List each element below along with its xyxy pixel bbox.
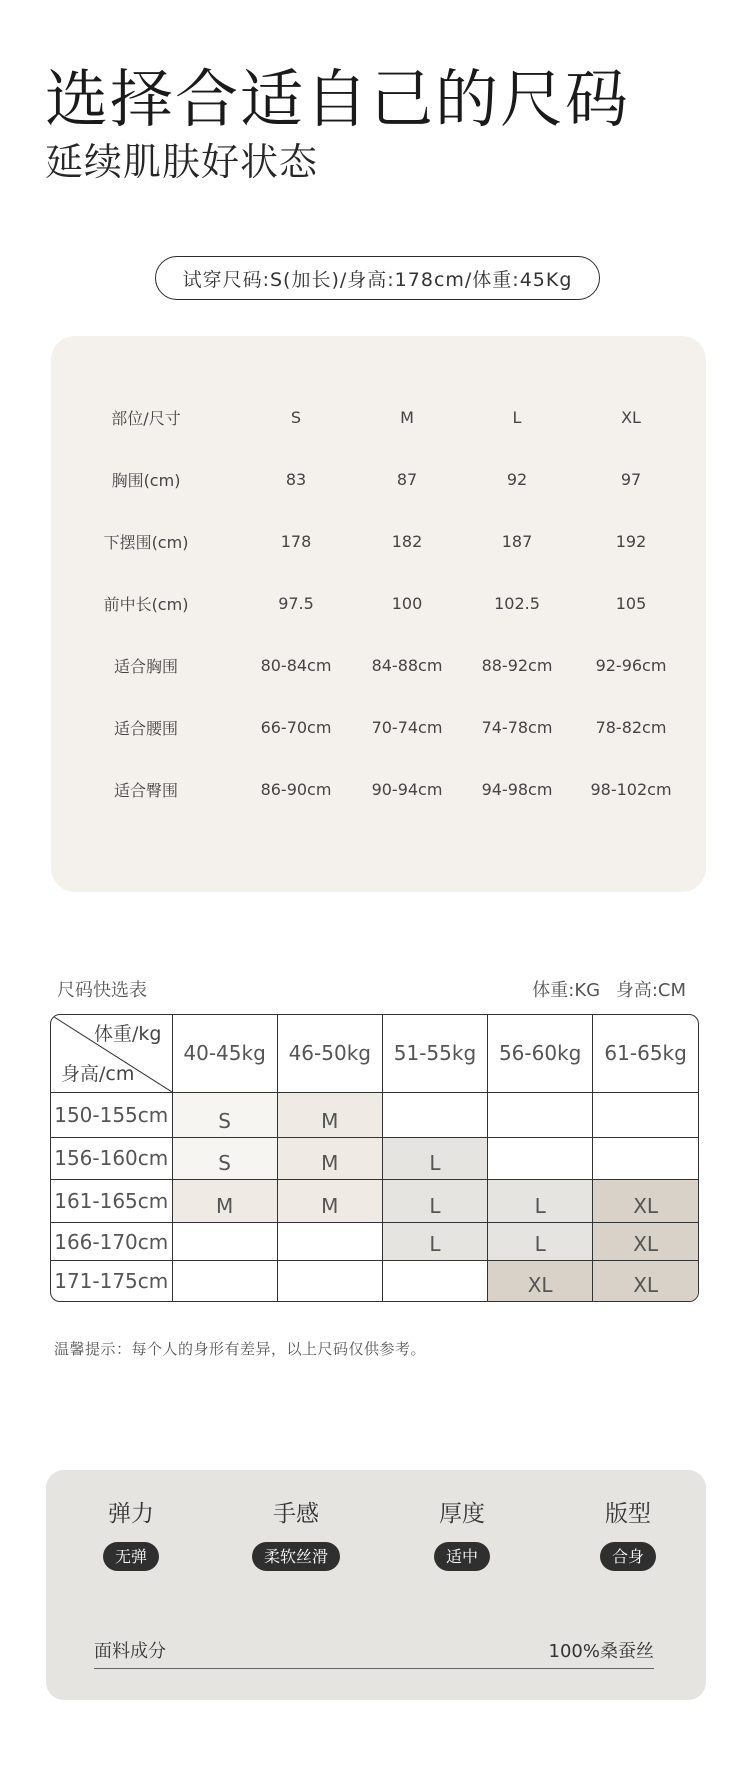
spec-cell: 192 [615, 531, 647, 551]
weight-header-cell: 61-65kg [593, 1015, 698, 1092]
spec-cell: 88-92cm [481, 655, 553, 675]
weight-header-cell: 46-50kg [277, 1015, 382, 1092]
size-cell: M [172, 1180, 277, 1223]
spec-cell: 66-70cm [260, 717, 332, 737]
fabric-attr-value-pill: 合身 [600, 1542, 656, 1571]
composition-value: 100%桑蚕丝 [548, 1641, 654, 1662]
size-cell [277, 1223, 382, 1261]
size-cell: L [488, 1223, 593, 1261]
spec-cell: 94-98cm [481, 779, 553, 799]
spec-cell: 102.5 [494, 593, 540, 613]
spec-cell: 80-84cm [260, 655, 332, 675]
page-title: 选择合适自己的尺码 [45, 63, 630, 136]
weight-header-cell: 51-55kg [382, 1015, 487, 1092]
spec-header-cell: XL [621, 407, 641, 427]
composition-label: 面料成分 [94, 1641, 166, 1662]
grid-row [51, 1223, 698, 1261]
grid-corner-cell [51, 1015, 172, 1092]
size-cell: XL [593, 1223, 698, 1261]
size-cell [277, 1261, 382, 1301]
height-cell: 156-160cm [51, 1137, 172, 1179]
height-cell: 171-175cm [51, 1261, 172, 1301]
fabric-info-card [46, 1470, 706, 1700]
quick-size-grid [50, 1014, 699, 1302]
corner-height-label: 身高/cm [61, 1062, 135, 1085]
fabric-attr-label: 手感 [273, 1501, 319, 1527]
weight-header-cell: 56-60kg [488, 1015, 593, 1092]
spec-cell: 适合胸围 [113, 656, 178, 676]
fabric-attr-value-pill: 柔软丝滑 [252, 1542, 340, 1571]
size-cell: L [382, 1223, 487, 1261]
size-cell [172, 1223, 277, 1261]
fabric-attr-feel [226, 1498, 366, 1571]
spec-row [51, 634, 706, 696]
size-cell: M [277, 1137, 382, 1179]
corner-weight-label: 体重/kg [94, 1023, 162, 1045]
fabric-attr-label: 厚度 [439, 1501, 485, 1527]
spec-cell: 适合臀围 [113, 780, 178, 800]
fabric-attr-label: 版型 [605, 1501, 651, 1527]
spec-cell: 78-82cm [595, 717, 667, 737]
size-tip-note: 温馨提示：每个人的身形有差异，以上尺码仅供参考。 [54, 1340, 427, 1358]
height-cell: 166-170cm [51, 1223, 172, 1261]
spec-cell: 92-96cm [595, 655, 667, 675]
height-cell: 161-165cm [51, 1180, 172, 1223]
spec-header-cell: L [512, 407, 522, 427]
spec-header-cell: S [290, 407, 302, 427]
spec-cell: 105 [615, 593, 647, 613]
spec-cell: 86-90cm [260, 779, 332, 799]
size-cell [593, 1092, 698, 1137]
height-cell: 150-155cm [51, 1092, 172, 1137]
grid-row [51, 1261, 698, 1301]
size-cell: L [382, 1137, 487, 1179]
spec-cell: 84-88cm [371, 655, 443, 675]
size-spec-table [51, 386, 706, 820]
spec-cell: 74-78cm [481, 717, 553, 737]
size-cell: M [277, 1180, 382, 1223]
size-cell: XL [488, 1261, 593, 1301]
fabric-attr-value-pill: 适中 [434, 1542, 490, 1571]
spec-row [51, 510, 706, 572]
grid-row [51, 1137, 698, 1179]
spec-cell: 70-74cm [371, 717, 443, 737]
size-cell [488, 1137, 593, 1179]
size-cell: L [488, 1180, 593, 1223]
spec-cell: 97.5 [278, 593, 314, 613]
spec-row [51, 572, 706, 634]
spec-cell: 98-102cm [590, 779, 672, 799]
size-cell [382, 1261, 487, 1301]
size-cell: L [382, 1180, 487, 1223]
spec-cell: 187 [501, 531, 533, 551]
quick-table-units: 体重:KG 身高:CM [532, 980, 686, 1001]
quick-table-title: 尺码快选表 [57, 980, 147, 1001]
size-cell: XL [593, 1261, 698, 1301]
size-cell [593, 1137, 698, 1179]
spec-cell: 87 [396, 469, 418, 489]
fabric-composition-row [94, 1632, 654, 1669]
spec-row [51, 696, 706, 758]
spec-cell: 100 [391, 593, 423, 613]
size-spec-card [51, 336, 706, 892]
fabric-attr-fit [558, 1498, 698, 1571]
size-cell: M [277, 1092, 382, 1137]
spec-cell: 下摆围(cm) [103, 532, 189, 552]
weight-header-cell: 40-45kg [172, 1015, 277, 1092]
grid-header-row [51, 1015, 698, 1092]
spec-cell: 适合腰围 [113, 718, 178, 738]
spec-header-cell: 部位/尺寸 [111, 408, 181, 428]
tryon-info-badge: 试穿尺码:S(加长)/身高:178cm/体重:45Kg [155, 256, 600, 300]
fabric-attr-elasticity [61, 1498, 201, 1571]
spec-cell: 前中长(cm) [103, 594, 189, 614]
spec-cell: 97 [620, 469, 642, 489]
fabric-attr-value-pill: 无弹 [103, 1542, 159, 1571]
size-cell [172, 1261, 277, 1301]
size-cell: S [172, 1092, 277, 1137]
page-subtitle: 延续肌肤好状态 [45, 140, 319, 184]
spec-cell: 90-94cm [371, 779, 443, 799]
grid-row [51, 1180, 698, 1223]
spec-cell: 胸围(cm) [111, 470, 181, 490]
fabric-attr-thickness [392, 1498, 532, 1571]
size-cell [488, 1092, 593, 1137]
spec-cell: 182 [391, 531, 423, 551]
spec-cell: 178 [280, 531, 312, 551]
spec-row [51, 758, 706, 820]
fabric-attr-label: 弹力 [108, 1501, 154, 1527]
spec-row [51, 448, 706, 510]
size-cell [382, 1092, 487, 1137]
size-cell: S [172, 1137, 277, 1179]
size-cell: XL [593, 1180, 698, 1223]
spec-cell: 92 [506, 469, 528, 489]
spec-cell: 83 [285, 469, 307, 489]
grid-row [51, 1092, 698, 1137]
spec-header-cell: M [400, 407, 414, 427]
spec-header-row [51, 386, 706, 448]
